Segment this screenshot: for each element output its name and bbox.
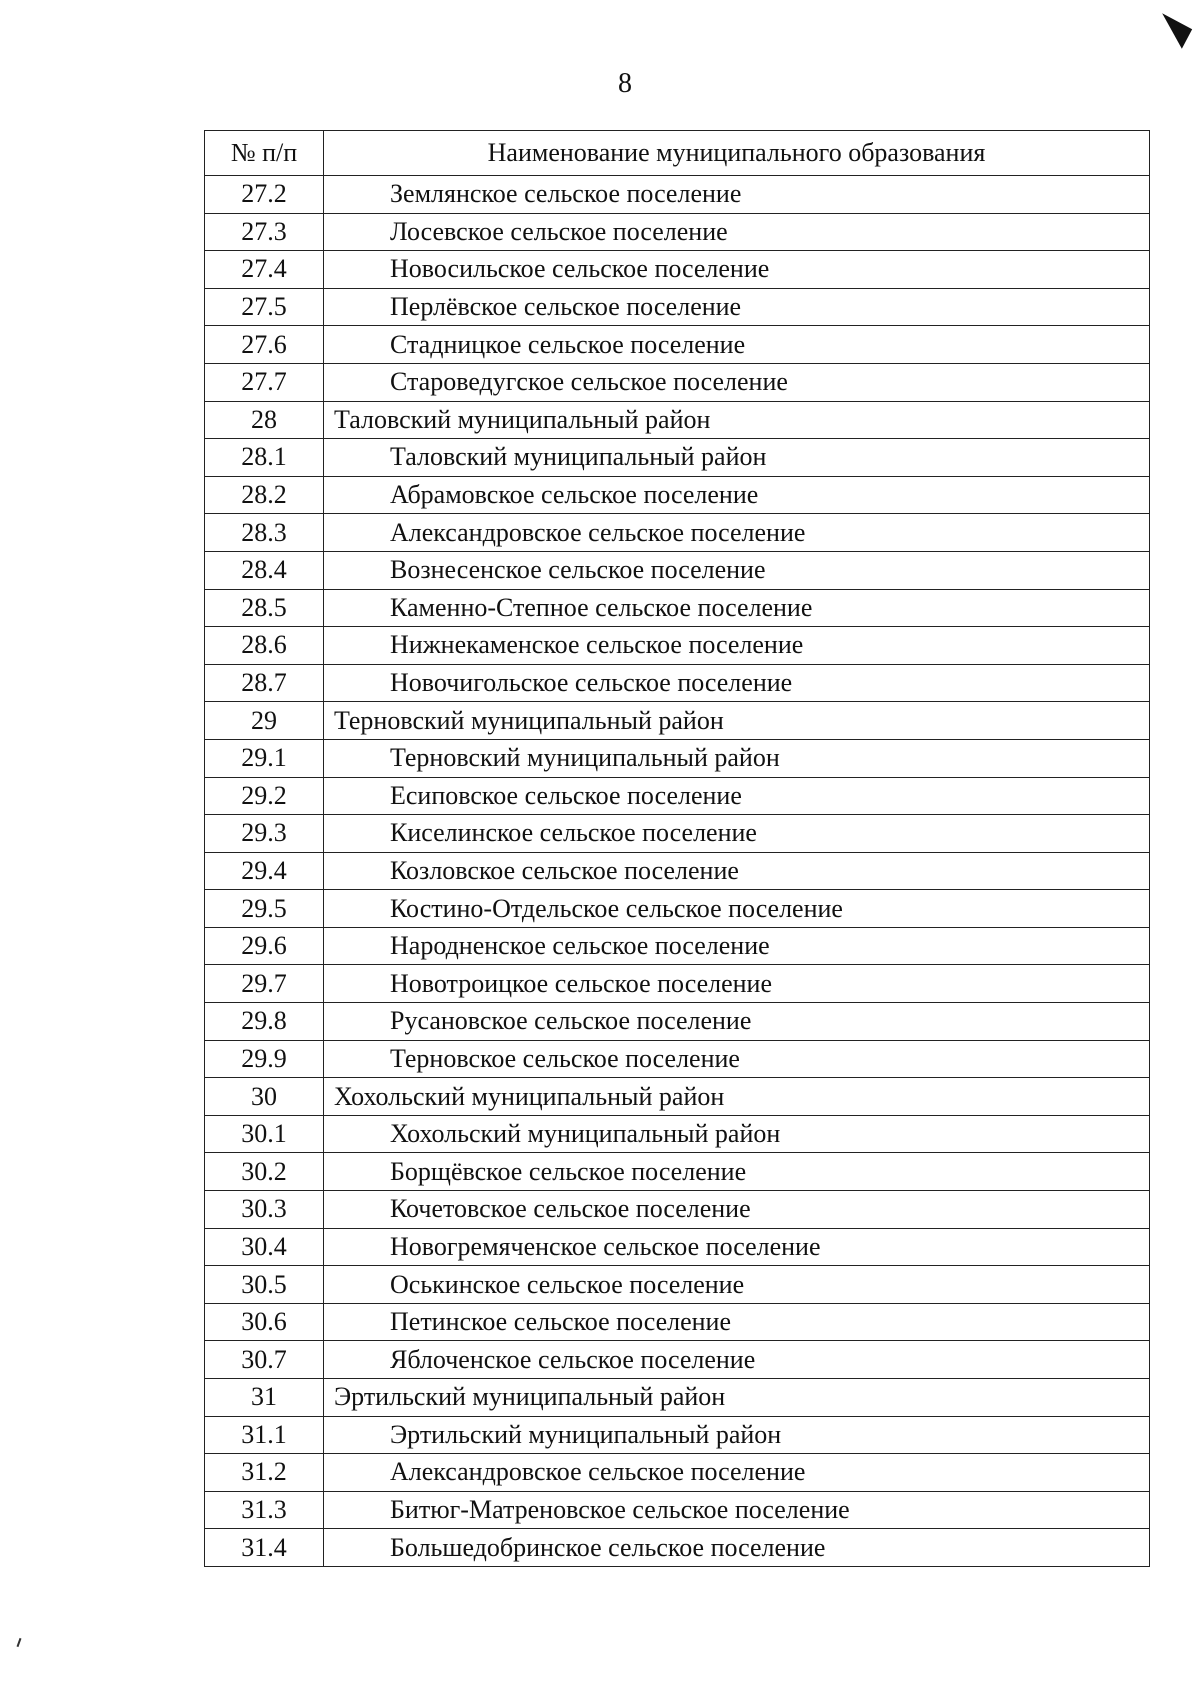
row-number: 27.6 bbox=[205, 326, 324, 364]
settlement-name: Землянское сельское поселение bbox=[324, 176, 1150, 214]
row-number: 27.5 bbox=[205, 288, 324, 326]
settlement-name: Александровское сельское поселение bbox=[324, 1454, 1150, 1492]
table-row bbox=[205, 1529, 1150, 1567]
table-row bbox=[205, 213, 1150, 251]
header-number: № п/п bbox=[205, 131, 324, 176]
table-row bbox=[205, 815, 1150, 853]
settlement-name: Костино-Отдельское сельское поселение bbox=[324, 890, 1150, 928]
table-row bbox=[205, 439, 1150, 477]
municipalities-table bbox=[204, 130, 1150, 1567]
district-name: Терновский муниципальный район bbox=[324, 702, 1150, 740]
row-number: 31.2 bbox=[205, 1454, 324, 1492]
district-name: Хохольский муниципальный район bbox=[324, 1078, 1150, 1116]
table-row bbox=[205, 363, 1150, 401]
table-row bbox=[205, 1491, 1150, 1529]
settlement-name: Вознесенское сельское поселение bbox=[324, 551, 1150, 589]
row-number: 29.8 bbox=[205, 1003, 324, 1041]
table-row bbox=[205, 1078, 1150, 1116]
table-row bbox=[205, 1341, 1150, 1379]
settlement-name: Кочетовское сельское поселение bbox=[324, 1191, 1150, 1229]
settlement-name: Абрамовское сельское поселение bbox=[324, 476, 1150, 514]
row-number: 29.1 bbox=[205, 739, 324, 777]
table-row bbox=[205, 1153, 1150, 1191]
row-number: 30 bbox=[205, 1078, 324, 1116]
table-row bbox=[205, 589, 1150, 627]
table-row bbox=[205, 1191, 1150, 1229]
row-number: 29.6 bbox=[205, 927, 324, 965]
row-number: 28.5 bbox=[205, 589, 324, 627]
row-number: 29.5 bbox=[205, 890, 324, 928]
row-number: 27.7 bbox=[205, 363, 324, 401]
settlement-name: Русановское сельское поселение bbox=[324, 1003, 1150, 1041]
table-row bbox=[205, 1454, 1150, 1492]
table-body bbox=[205, 176, 1150, 1567]
row-number: 30.6 bbox=[205, 1303, 324, 1341]
row-number: 28.2 bbox=[205, 476, 324, 514]
table-row bbox=[205, 739, 1150, 777]
table-row bbox=[205, 251, 1150, 289]
table-row bbox=[205, 1303, 1150, 1341]
settlement-name: Хохольский муниципальный район bbox=[324, 1115, 1150, 1153]
district-name: Эртильский муниципальный район bbox=[324, 1379, 1150, 1417]
corner-triangle-mark bbox=[1152, 13, 1192, 48]
settlement-name: Борщёвское сельское поселение bbox=[324, 1153, 1150, 1191]
row-number: 30.3 bbox=[205, 1191, 324, 1229]
table-row bbox=[205, 1266, 1150, 1304]
settlement-name: Петинское сельское поселение bbox=[324, 1303, 1150, 1341]
settlement-name: Терновский муниципальный район bbox=[324, 739, 1150, 777]
row-number: 29.3 bbox=[205, 815, 324, 853]
settlement-name: Козловское сельское поселение bbox=[324, 852, 1150, 890]
row-number: 31.3 bbox=[205, 1491, 324, 1529]
settlement-name: Новочигольское сельское поселение bbox=[324, 664, 1150, 702]
settlement-name: Есиповское сельское поселение bbox=[324, 777, 1150, 815]
row-number: 30.2 bbox=[205, 1153, 324, 1191]
row-number: 28 bbox=[205, 401, 324, 439]
table-row bbox=[205, 1003, 1150, 1041]
table-row bbox=[205, 1115, 1150, 1153]
row-number: 28.3 bbox=[205, 514, 324, 552]
table-row bbox=[205, 514, 1150, 552]
row-number: 29.4 bbox=[205, 852, 324, 890]
table-row bbox=[205, 890, 1150, 928]
row-number: 30.7 bbox=[205, 1341, 324, 1379]
settlement-name: Оськинское сельское поселение bbox=[324, 1266, 1150, 1304]
table-row bbox=[205, 1040, 1150, 1078]
row-number: 27.4 bbox=[205, 251, 324, 289]
row-number: 27.3 bbox=[205, 213, 324, 251]
row-number: 28.6 bbox=[205, 627, 324, 665]
row-number: 29.2 bbox=[205, 777, 324, 815]
header-name: Наименование муниципального образования bbox=[324, 131, 1150, 176]
table-row bbox=[205, 476, 1150, 514]
settlement-name: Новогремяченское сельское поселение bbox=[324, 1228, 1150, 1266]
table-row bbox=[205, 777, 1150, 815]
settlement-name: Народненское сельское поселение bbox=[324, 927, 1150, 965]
settlement-name: Александровское сельское поселение bbox=[324, 514, 1150, 552]
table-row bbox=[205, 927, 1150, 965]
row-number: 29.9 bbox=[205, 1040, 324, 1078]
row-number: 31.4 bbox=[205, 1529, 324, 1567]
stray-mark bbox=[17, 1638, 22, 1647]
row-number: 28.1 bbox=[205, 439, 324, 477]
row-number: 30.1 bbox=[205, 1115, 324, 1153]
table-row bbox=[205, 965, 1150, 1003]
settlement-name: Киселинское сельское поселение bbox=[324, 815, 1150, 853]
table-row bbox=[205, 1228, 1150, 1266]
settlement-name: Яблоченское сельское поселение bbox=[324, 1341, 1150, 1379]
settlement-name: Стадницкое сельское поселение bbox=[324, 326, 1150, 364]
settlement-name: Новотроицкое сельское поселение bbox=[324, 965, 1150, 1003]
settlement-name: Эртильский муниципальный район bbox=[324, 1416, 1150, 1454]
district-name: Таловский муниципальный район bbox=[324, 401, 1150, 439]
row-number: 27.2 bbox=[205, 176, 324, 214]
settlement-name: Новосильское сельское поселение bbox=[324, 251, 1150, 289]
settlement-name: Большедобринское сельское поселение bbox=[324, 1529, 1150, 1567]
row-number: 31 bbox=[205, 1379, 324, 1417]
table-row bbox=[205, 288, 1150, 326]
table-row bbox=[205, 176, 1150, 214]
settlement-name: Перлёвское сельское поселение bbox=[324, 288, 1150, 326]
row-number: 31.1 bbox=[205, 1416, 324, 1454]
settlement-name: Каменно-Степное сельское поселение bbox=[324, 589, 1150, 627]
table-row bbox=[205, 852, 1150, 890]
row-number: 28.4 bbox=[205, 551, 324, 589]
row-number: 28.7 bbox=[205, 664, 324, 702]
table-row bbox=[205, 1416, 1150, 1454]
settlement-name: Битюг-Матреновское сельское поселение bbox=[324, 1491, 1150, 1529]
table-header-row bbox=[205, 131, 1150, 176]
table-row bbox=[205, 702, 1150, 740]
settlement-name: Таловский муниципальный район bbox=[324, 439, 1150, 477]
settlement-name: Староведугское сельское поселение bbox=[324, 363, 1150, 401]
settlement-name: Нижнекаменское сельское поселение bbox=[324, 627, 1150, 665]
table-row bbox=[205, 401, 1150, 439]
row-number: 29 bbox=[205, 702, 324, 740]
table-row bbox=[205, 1379, 1150, 1417]
row-number: 29.7 bbox=[205, 965, 324, 1003]
row-number: 30.4 bbox=[205, 1228, 324, 1266]
table-row bbox=[205, 664, 1150, 702]
table-row bbox=[205, 326, 1150, 364]
page-number: 8 bbox=[618, 68, 632, 99]
table-row bbox=[205, 627, 1150, 665]
row-number: 30.5 bbox=[205, 1266, 324, 1304]
settlement-name: Лосевское сельское поселение bbox=[324, 213, 1150, 251]
table-row bbox=[205, 551, 1150, 589]
settlement-name: Терновское сельское поселение bbox=[324, 1040, 1150, 1078]
